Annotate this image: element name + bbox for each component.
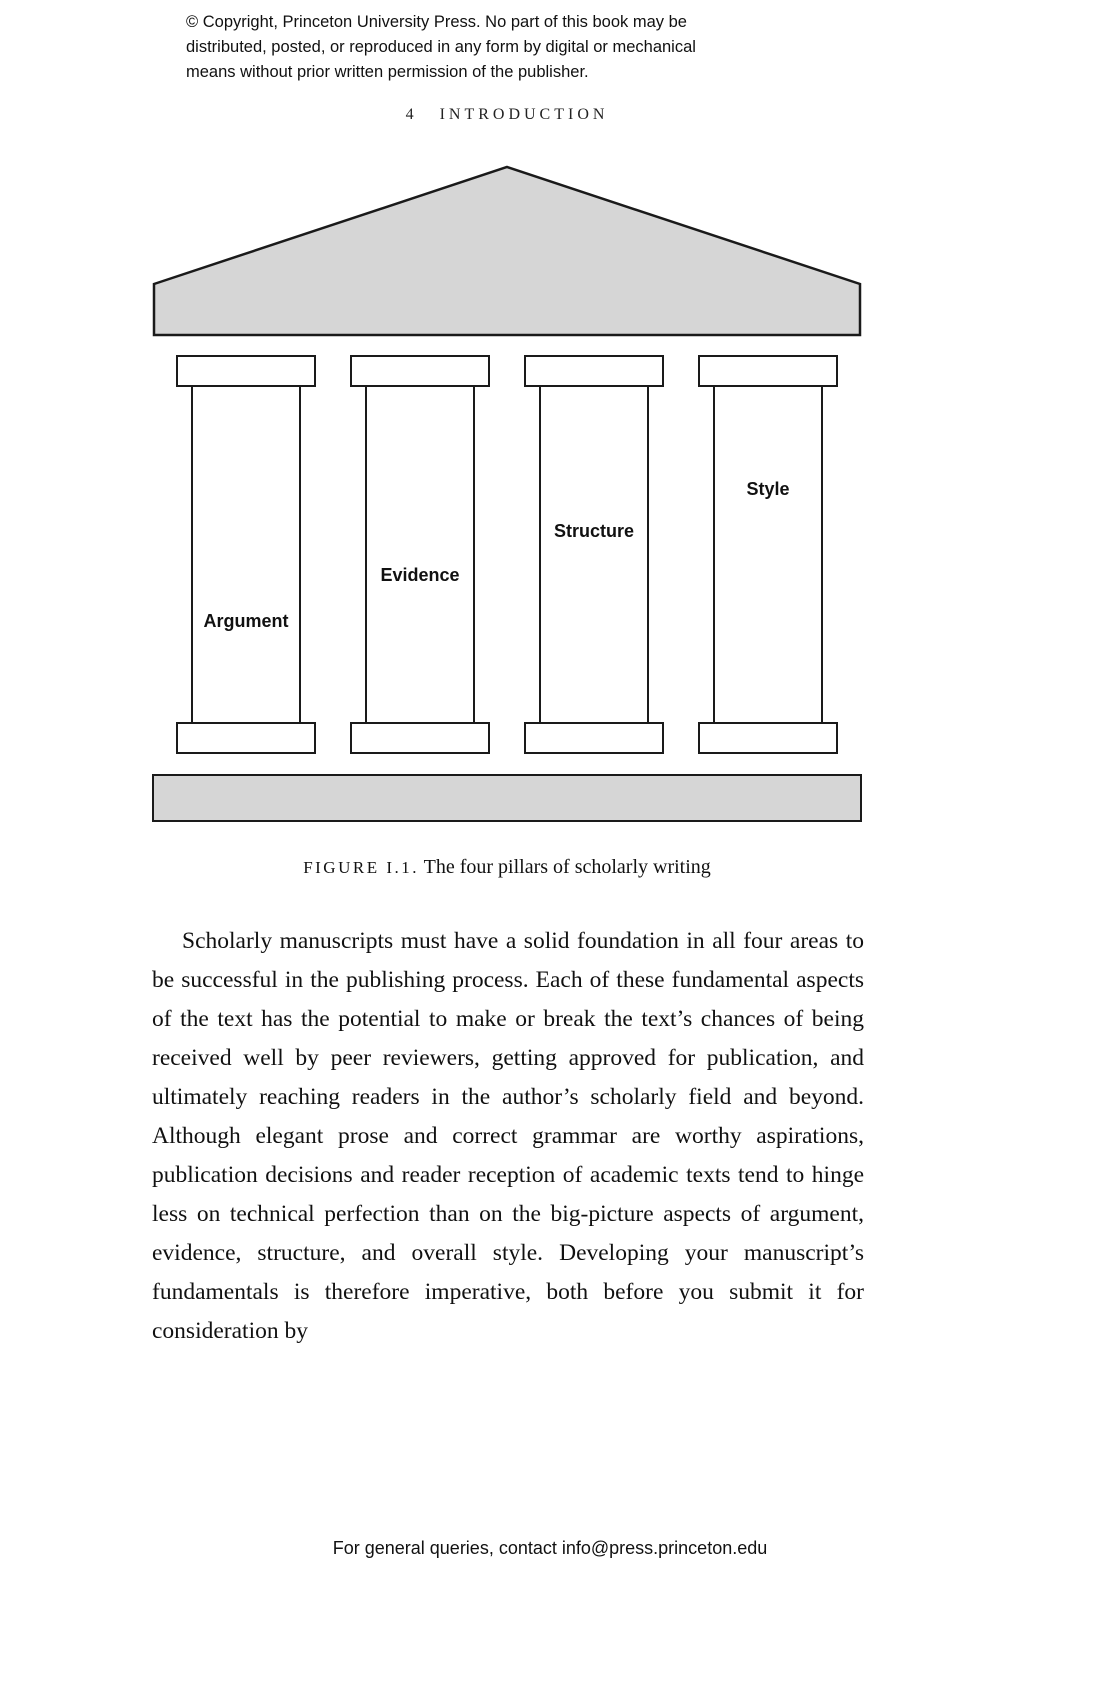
pillar-structure bbox=[524, 355, 664, 754]
pillar-evidence bbox=[350, 355, 490, 754]
pillar-capital bbox=[176, 355, 316, 387]
copyright-line: distributed, posted, or reproduced in any form by digital or mechanical bbox=[186, 38, 696, 56]
page-footer: For general queries, contact info@press.princeton.edu bbox=[332, 1538, 768, 1558]
figure-caption-text: The four pillars of scholarly writing bbox=[423, 856, 711, 878]
pillar-capital bbox=[524, 355, 664, 387]
running-head bbox=[152, 106, 862, 124]
pillar-base bbox=[524, 722, 664, 754]
pillar-shaft bbox=[713, 387, 823, 722]
figure-caption bbox=[152, 856, 862, 879]
pillar-base bbox=[176, 722, 316, 754]
section-title: INTRODUCTION bbox=[439, 106, 609, 123]
pillar-label: Argument bbox=[203, 611, 289, 631]
temple-base-slab bbox=[152, 774, 862, 822]
pediment-roof-shape bbox=[152, 165, 862, 337]
figure-four-pillars bbox=[152, 165, 862, 879]
copyright-notice bbox=[186, 10, 866, 85]
pillar-shaft bbox=[539, 387, 649, 722]
pillar-label: Style bbox=[746, 479, 790, 499]
body-paragraph: Scholarly manuscripts must have a solid foundation in all four areas to be successful in the publishing process. Each of these fundamental aspects of the text has the potential to make or break the text’s chances of being received well by peer reviewers, getting approved for publication, and ultimately reaching readers in the author’s scholarly field and beyond. Although elegant prose and correct grammar are worthy aspirations, publication decisions and reader reception of academic texts tend to hinge less on technical perfection than on the big-picture aspects of argument, evidence, structure, and overall style. Developing your manuscript’s fundamentals is therefore imperative, both before you submit it for consideration by bbox=[152, 928, 864, 1344]
pillar-label: Structure bbox=[553, 521, 634, 541]
pillar-capital bbox=[698, 355, 838, 387]
page-number: 4 bbox=[405, 106, 414, 123]
body-text-block bbox=[152, 922, 864, 1351]
colonnade bbox=[152, 355, 862, 754]
pillar-label: Evidence bbox=[380, 565, 460, 585]
pillar-base bbox=[698, 722, 838, 754]
copyright-line: © Copyright, Princeton University Press. No part of this book may be bbox=[186, 13, 687, 31]
pillar-shaft bbox=[365, 387, 475, 722]
pillar-base bbox=[350, 722, 490, 754]
figure-caption-label: FIGURE I.1. bbox=[303, 858, 419, 877]
copyright-line: means without prior written permission of the publisher. bbox=[186, 63, 589, 81]
pillar-argument bbox=[176, 355, 316, 754]
pillar-style bbox=[698, 355, 838, 754]
pillar-capital bbox=[350, 355, 490, 387]
pillar-shaft bbox=[191, 387, 301, 722]
